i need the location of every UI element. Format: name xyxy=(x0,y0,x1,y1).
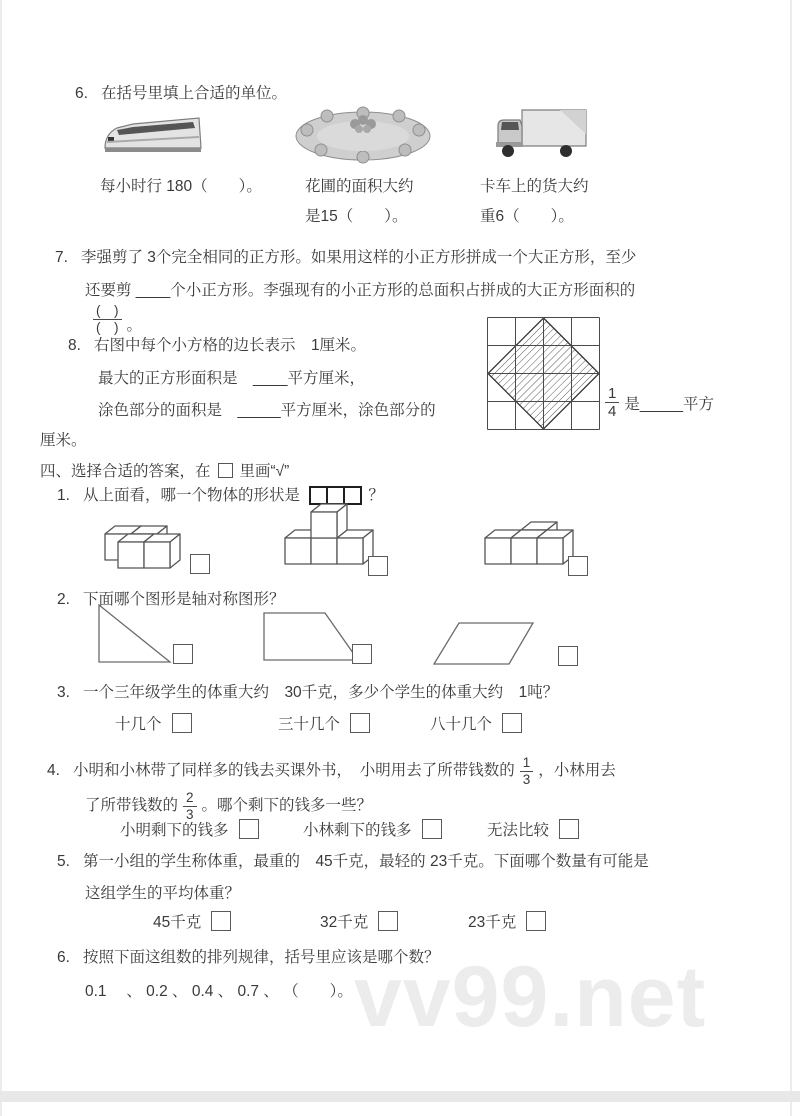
s4q4-option-1 xyxy=(120,818,259,840)
fraction-numerator: 1 xyxy=(608,385,617,402)
s4q1-question-mark: ？ xyxy=(368,487,384,504)
train-caption: 每小时行 180（ ）。 xyxy=(100,178,262,195)
answer-checkbox[interactable] xyxy=(502,713,522,733)
s4q4-option-3 xyxy=(487,818,579,840)
s4q4-line1-pre: 小明和小林带了同样多的钱去买课外书， 小明用去了所带钱数的 xyxy=(72,762,515,780)
q8-side-text: 是_____平方 xyxy=(624,395,714,413)
q8-line1 xyxy=(68,336,366,355)
option-label: 三十几个 xyxy=(278,716,341,733)
truck-image xyxy=(492,102,592,160)
option-label: 十几个 xyxy=(115,716,162,733)
q7-answer-fraction xyxy=(88,303,142,335)
parallelogram-shape xyxy=(433,622,535,666)
s4q5-option-1 xyxy=(153,910,231,932)
answer-checkbox[interactable] xyxy=(558,646,578,666)
answer-checkbox[interactable] xyxy=(378,911,398,931)
page-break-band xyxy=(0,1091,800,1102)
s4q3-number: 3. xyxy=(57,684,70,701)
watermark: vv99.net xyxy=(354,949,707,1045)
s4q1-number: 1. xyxy=(57,487,70,504)
answer-checkbox[interactable] xyxy=(352,644,372,664)
s4q1-prompt: 从上面看，哪一个物体的形状是 xyxy=(82,487,300,504)
q7-period: 。 xyxy=(126,317,143,335)
cube-figure-2 xyxy=(283,502,375,566)
fraction-numerator: 2 xyxy=(186,790,194,805)
q8-line2: 最大的正方形面积是 ____平方厘米， xyxy=(98,370,365,387)
s4q3-header xyxy=(57,683,558,702)
answer-checkbox[interactable] xyxy=(422,819,442,839)
cube-figure-3 xyxy=(483,518,575,566)
answer-checkbox[interactable] xyxy=(239,819,259,839)
train-image xyxy=(103,104,203,164)
s4q6-sequence: 0.1 、 0.2 、 0.4 、 0.7 、 （ ）。 xyxy=(85,983,353,1000)
q6-number: 6. xyxy=(75,85,88,102)
right-triangle-shape xyxy=(98,604,172,664)
answer-checkbox[interactable] xyxy=(211,911,231,931)
q8-line3: 涂色部分的面积是 _____平方厘米，涂色部分的 xyxy=(98,402,436,419)
fraction-denominator: 3 xyxy=(520,771,534,788)
flowerbed-caption-line1: 花圃的面积大约 xyxy=(305,178,414,195)
s4q5-number: 5. xyxy=(57,853,70,870)
q8-side-question xyxy=(600,385,714,421)
truck-caption-line1: 卡车上的货大约 xyxy=(480,178,589,195)
option-label: 45千克 xyxy=(153,914,202,931)
q6-header xyxy=(75,84,287,103)
s4q3-prompt: 一个三年级学生的体重大约 30千克，多少个学生的体重大约 1吨？ xyxy=(82,684,559,701)
q7-line1 xyxy=(55,248,636,267)
fraction-numerator: ( ) xyxy=(96,303,119,318)
fraction-denominator: ( ) xyxy=(93,319,122,336)
one-third-fraction xyxy=(520,755,534,787)
answer-checkbox[interactable] xyxy=(368,556,388,576)
q8-line1-text: 右图中每个小方格的边长表示 1厘米。 xyxy=(93,337,367,354)
option-label: 八十几个 xyxy=(430,716,493,733)
s4q5-line1 xyxy=(57,852,649,871)
q7-line1-text: 李强剪了 3个完全相同的正方形。如果用这样的小正方形拼成一个大正方形，至少 xyxy=(80,249,637,266)
s4q5-line1-text: 第一小组的学生称体重，最重的 45千克，最轻的 23千克。下面哪个数量有可能是 xyxy=(82,853,649,870)
answer-checkbox[interactable] xyxy=(172,713,192,733)
option-label: 32千克 xyxy=(320,914,369,931)
s4q2-prompt: 下面哪个图形是轴对称图形？ xyxy=(82,591,285,608)
s4q3-option-2 xyxy=(278,712,370,734)
q6-prompt: 在括号里填上合适的单位。 xyxy=(100,85,287,102)
fraction-numerator: 1 xyxy=(522,755,531,770)
flowerbed-caption-line2: 是15（ ）。 xyxy=(305,208,408,225)
q8-line4: 厘米。 xyxy=(40,432,87,449)
answer-checkbox[interactable] xyxy=(568,556,588,576)
fraction-blank xyxy=(93,303,122,335)
trapezoid-shape xyxy=(263,612,360,662)
option-label: 小明剩下的钱多 xyxy=(120,822,229,839)
checkbox-sample-icon xyxy=(218,463,233,478)
s4q4-number: 4. xyxy=(47,762,60,780)
s4q4-option-2 xyxy=(303,818,442,840)
option-label: 无法比较 xyxy=(487,822,550,839)
s4q5-line2: 这组学生的平均体重？ xyxy=(85,885,241,902)
s4q5-option-3 xyxy=(468,910,546,932)
s4q5-option-2 xyxy=(320,910,398,932)
section4-header-pre: 四、选择合适的答案，在 xyxy=(40,463,211,480)
page-right-edge xyxy=(790,0,792,1116)
fraction-denominator: 4 xyxy=(605,402,619,420)
grid-figure xyxy=(487,317,600,430)
s4q4-line1 xyxy=(47,755,616,787)
answer-checkbox[interactable] xyxy=(350,713,370,733)
s4q2-number: 2. xyxy=(57,591,70,608)
s4q6-prompt: 按照下面这组数的排列规律，括号里应该是哪个数？ xyxy=(82,949,440,966)
option-label: 小林剩下的钱多 xyxy=(303,822,412,839)
q7-number: 7. xyxy=(55,249,68,266)
flowerbed-image xyxy=(293,100,433,164)
q8-number: 8. xyxy=(68,337,81,354)
cube-figure-1 xyxy=(103,514,183,572)
fraction-denominator: 3 xyxy=(183,806,197,823)
s4q6-number: 6. xyxy=(57,949,70,966)
s4q4-line2-pre: 了所带钱数的 xyxy=(85,797,179,815)
answer-checkbox[interactable] xyxy=(526,911,546,931)
s4q3-option-1 xyxy=(115,712,192,734)
q7-line2: 还要剪 ____个小正方形。李强现有的小正方形的总面积占拼成的大正方形面积的 xyxy=(85,282,636,299)
option-label: 23千克 xyxy=(468,914,517,931)
s4q3-option-3 xyxy=(430,712,522,734)
page-left-edge xyxy=(0,0,2,1116)
section4-header-post: 里画“√” xyxy=(239,463,290,480)
s4q6-header xyxy=(57,948,439,967)
s4q4-line2-post: 。哪个剩下的钱多一些？ xyxy=(201,797,373,815)
answer-checkbox[interactable] xyxy=(173,644,193,664)
answer-checkbox[interactable] xyxy=(559,819,579,839)
truck-caption-line2: 重6（ ）。 xyxy=(480,208,574,225)
section4-header xyxy=(40,462,289,481)
s4q4-line1-post: ，小林用去 xyxy=(538,762,616,780)
answer-checkbox[interactable] xyxy=(190,554,210,574)
one-fourth-fraction xyxy=(605,385,619,421)
